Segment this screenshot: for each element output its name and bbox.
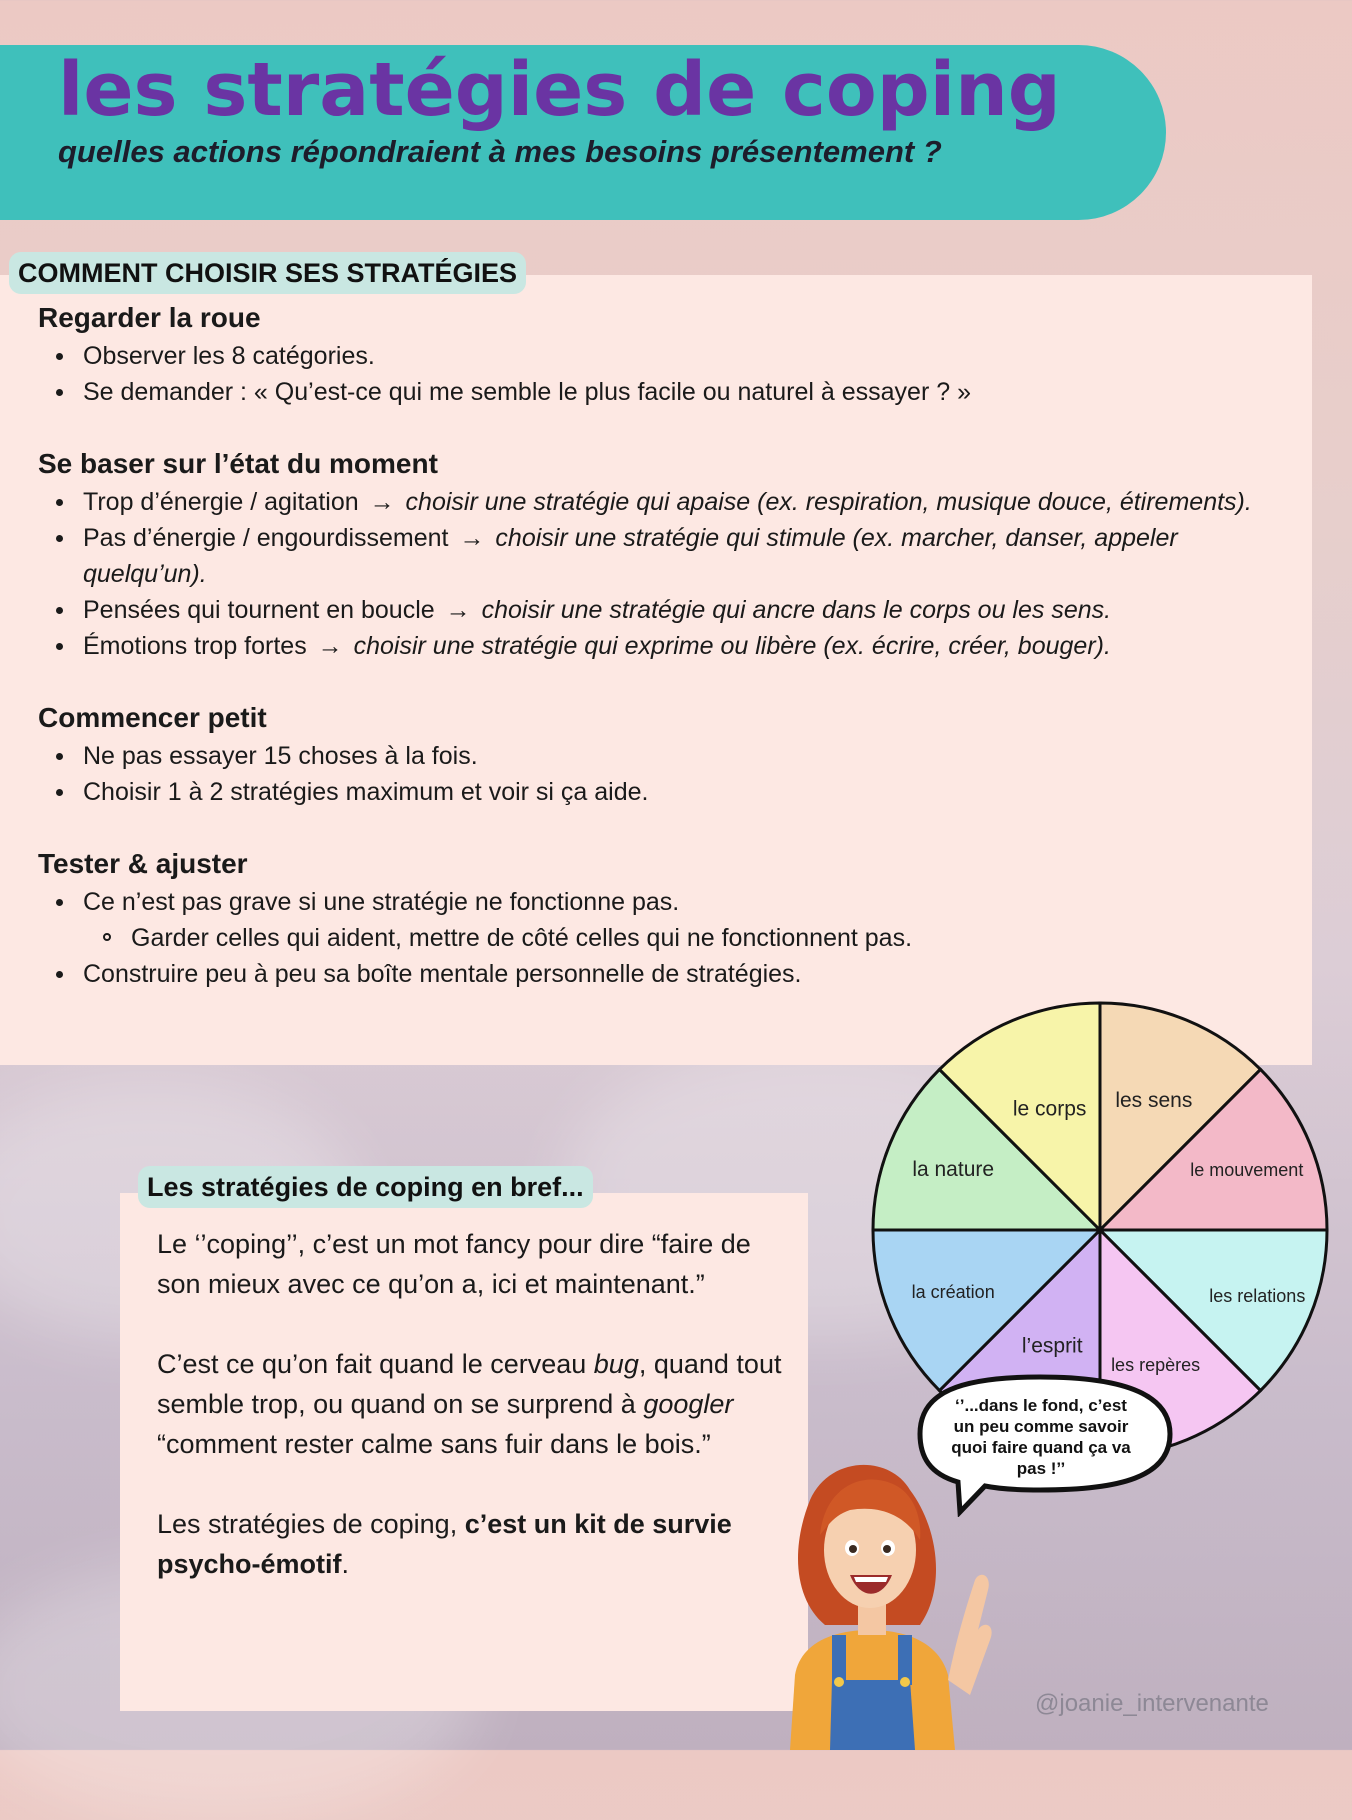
section-tag-choose: COMMENT CHOISIR SES STRATÉGIES — [9, 252, 526, 294]
strategy-hint: choisir une stratégie qui stimule (ex. marcher, danser, appeler quelqu’un). — [83, 524, 1178, 588]
arrow-icon: → — [459, 524, 485, 552]
list-item: Construire peu à peu sa boîte mentale personnelle de stratégies. — [38, 956, 1288, 992]
strategy-hint: choisir une stratégie qui apaise (ex. respiration, musique douce, étirements). — [405, 488, 1252, 516]
strategy-hint: choisir une stratégie qui ancre dans le corps ou les sens. — [481, 596, 1112, 624]
wheel-segment-label: le mouvement — [1190, 1160, 1304, 1181]
text-run: . — [341, 1549, 350, 1579]
page-title: les stratégies de coping — [58, 47, 1061, 133]
list-item — [38, 628, 1288, 664]
group-heading: Se baser sur l’état du moment — [38, 448, 438, 479]
state-label: Émotions trop fortes — [83, 632, 307, 660]
arrow-icon: → — [369, 488, 395, 516]
list-item-text: Ce n’est pas grave si une stratégie ne fonctionne pas. — [83, 888, 680, 916]
speech-bubble-text: ‘’...dans le fond, c’est un peu comme savoir quoi faire quand ça va pas !’’ — [951, 1396, 1131, 1478]
wheel-segment-label: la nature — [912, 1158, 995, 1182]
group-heading: Regarder la roue — [38, 302, 261, 333]
summary-paragraph — [157, 1504, 782, 1584]
wheel-segment-label: les sens — [1115, 1088, 1193, 1112]
bullet-list — [38, 738, 1288, 810]
list-item: Se demander : « Qu’est-ce qui me semble le plus facile ou naturel à essayer ? » — [38, 374, 1288, 410]
state-label: Trop d’énergie / agitation — [83, 488, 359, 516]
strategy-hint: choisir une stratégie qui exprime ou libère (ex. écrire, créer, bouger). — [353, 632, 1111, 660]
page-subtitle: quelles actions répondraient à mes besoins présentement ? — [58, 134, 942, 169]
state-label: Pensées qui tournent en boucle — [83, 596, 435, 624]
state-label: Pas d’énergie / engourdissement — [83, 524, 449, 552]
text-run: Les stratégies de coping, — [157, 1509, 465, 1539]
list-item: Ne pas essayer 15 choses à la fois. — [38, 738, 1288, 774]
text-run-bold: c’est un kit de survie psycho-émotif — [157, 1509, 732, 1579]
arrow-icon: → — [317, 632, 343, 660]
author-handle: @joanie_intervenante — [1035, 1690, 1269, 1717]
summary-paragraph: Le ‘’coping’’, c’est un mot fancy pour dire “faire de son mieux avec ce qu’on a, ici et maintenant.” — [157, 1229, 751, 1299]
bullet-list — [38, 884, 1288, 992]
choose-content — [38, 298, 1288, 992]
bullet-list — [38, 338, 1288, 410]
sub-list-item: Garder celles qui aident, mettre de côté celles qui ne fonctionnent pas. — [83, 920, 1288, 956]
list-item: Choisir 1 à 2 stratégies maximum et voir si ça aide. — [38, 774, 1288, 810]
wheel-segment-label: la création — [911, 1281, 995, 1302]
wheel-segment-label: le corps — [1012, 1097, 1087, 1121]
list-item — [38, 592, 1288, 628]
wheel-segment-label: l’esprit — [1021, 1334, 1083, 1358]
list-item — [38, 520, 1288, 592]
summary-paragraph — [157, 1344, 782, 1464]
text-run-italic: bug — [593, 1349, 639, 1379]
text-run: “comment rester calme sans fuir dans le bois.” — [157, 1429, 711, 1459]
section-tag-summary: Les stratégies de coping en bref... — [138, 1166, 593, 1208]
list-item — [38, 884, 1288, 956]
summary-text — [157, 1224, 782, 1624]
text-run: , quand tout semble trop, ou quand on se surprend à — [157, 1349, 782, 1419]
list-item — [38, 484, 1288, 520]
sub-list — [83, 920, 1288, 956]
wheel-segment-label: les relations — [1209, 1286, 1306, 1307]
group-heading: Tester & ajuster — [38, 848, 248, 879]
list-item: Observer les 8 catégories. — [38, 338, 1288, 374]
text-run-italic: googler — [643, 1389, 734, 1419]
arrow-icon: → — [445, 596, 471, 624]
bullet-list — [38, 484, 1288, 664]
text-run: C’est ce qu’on fait quand le cerveau — [157, 1349, 594, 1379]
wheel-segment-label: les repères — [1111, 1355, 1201, 1376]
group-heading: Commencer petit — [38, 702, 267, 733]
